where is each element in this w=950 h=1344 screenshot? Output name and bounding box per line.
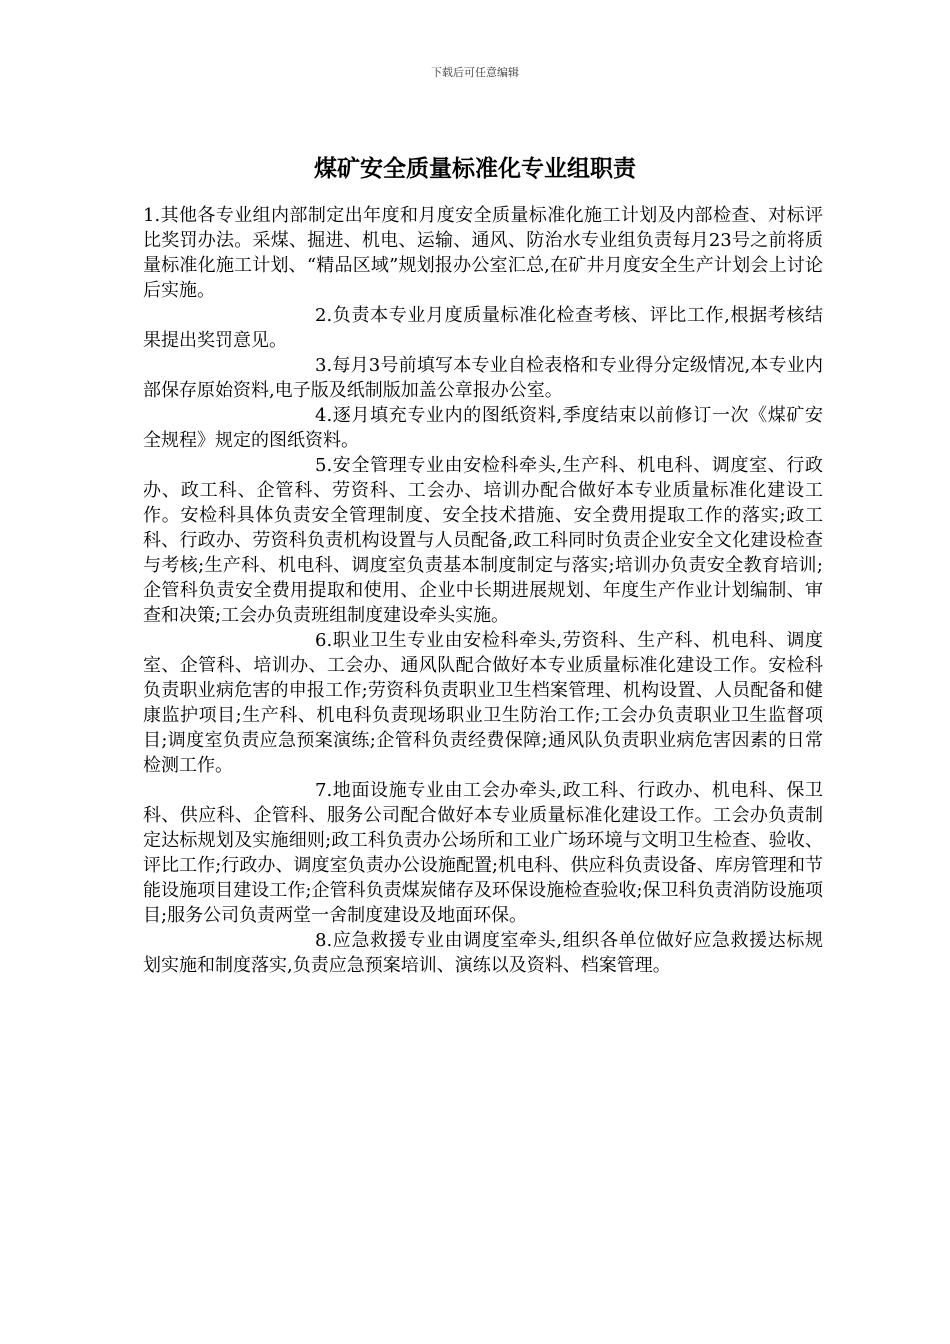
page-title: 煤矿安全质量标准化专业组职责 [314,155,636,182]
paragraph-2: 2.负责本专业月度质量标准化检查考核、评比工作,根据考核结果提出奖罚意见。 [143,305,823,351]
document-body [143,203,823,978]
paragraph-5: 5.安全管理专业由安检科牵头,生产科、机电科、调度室、行政办、政工科、企管科、劳资科、工会办、培训办配合做好本专业质量标准化建设工作。安检科具体负责安全管理制度、安全技术措施、安全费用提取工作的落实;政工科、行政办、劳资科负责机构设置与人员配备,政工科同时负责企业安全文化建设检查与考核;生产科、机电科、调度室负责基本制度制定与落实;培训办负责安全教育培训;企管科负责安全费用提取和使用、企业中长期进展规划、年度生产作业计划编制、审查和决策;工会办负责班组制度建设牵头实施。 [143,455,823,626]
paragraph-1: 1.其他各专业组内部制定出年度和月度安全质量标准化施工计划及内部检查、对标评比奖罚办法。采煤、掘进、机电、运输、通风、防治水专业组负责每月23号之前将质量标准化施工计划、“精品区域”规划报办公室汇总,在矿井月度安全生产计划会上讨论后实施。 [143,205,823,301]
paragraph-4: 4.逐月填充专业内的图纸资料,季度结束以前修订一次《煤矿安全规程》规定的图纸资料。 [143,405,823,451]
paragraph-7: 7.地面设施专业由工会办牵头,政工科、行政办、机电科、保卫科、供应科、企管科、服务公司配合做好本专业质量标准化建设工作。工会办负责制定达标规划及实施细则;政工科负责办公场所和工业广场环境与文明卫生检查、验收、评比工作;行政办、调度室负责办公设施配置;机电科、供应科负责设备、库房管理和节能设施项目建设工作;企管科负责煤炭储存及环保设施检查验收;保卫科负责消防设施项目;服务公司负责两堂一舍制度建设及地面环保。 [143,780,823,926]
header-note: 下载后可任意编辑 [431,66,519,79]
paragraph-6: 6.职业卫生专业由安检科牵头,劳资科、生产科、机电科、调度室、企管科、培训办、工会办、通风队配合做好本专业质量标准化建设工作。安检科负责职业病危害的申报工作;劳资科负责职业卫生档案管理、机构设置、人员配备和健康监护项目;生产科、机电科负责现场职业卫生防治工作;工会办负责职业卫生监督项目;调度室负责应急预案演练;企管科负责经费保障;通风队负责职业病危害因素的日常检测工作。 [143,630,823,776]
paragraph-3: 3.每月3号前填写本专业自检表格和专业得分定级情况,本专业内部保存原始资料,电子版及纸制版加盖公章报办公室。 [143,355,823,401]
paragraph-8: 8.应急救援专业由调度室牵头,组织各单位做好应急救援达标规划实施和制度落实,负责应急预案培训、演练以及资料、档案管理。 [143,930,823,976]
